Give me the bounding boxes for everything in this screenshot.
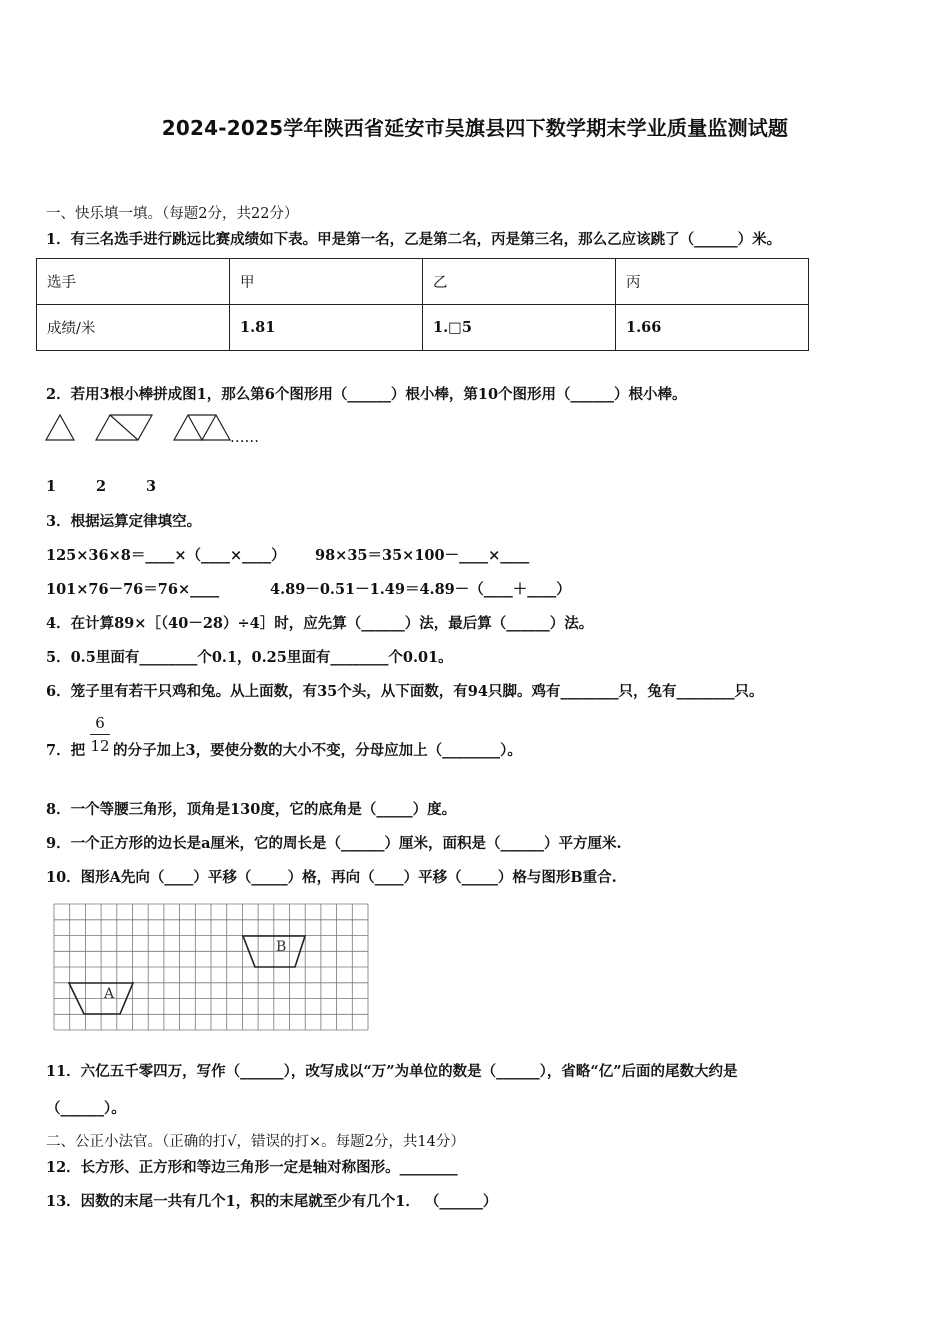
- table-cell: 成绩/米: [37, 305, 230, 351]
- question-3-eq-2: 98×35＝35×100－____×____: [315, 547, 530, 564]
- question-2: 2．若用3根小棒拼成图1，那么第6个图形用（______）根小棒，第10个图形用（______）根小棒。: [46, 386, 687, 403]
- fraction-bar: [90, 734, 110, 735]
- fraction-numerator: 6: [95, 714, 105, 732]
- figure-label: 1: [46, 478, 57, 495]
- question-3: 3．根据运算定律填空。: [46, 513, 202, 530]
- question-3-eq-1: 125×36×8＝____×（____×____）: [46, 547, 286, 564]
- question-1: 1．有三名选手进行跳远比赛成绩如下表。甲是第一名，乙是第二名，丙是第三名，那么乙应该跳了（______）米。: [46, 231, 782, 248]
- figure-ellipsis: ……: [230, 430, 259, 446]
- question-10: 10．图形A先向（____）平移（_____）格，再向（____）平移（_____）格与图形B重合.: [46, 869, 617, 886]
- question-11-line-2: （______）。: [46, 1100, 126, 1117]
- question-8: 8．一个等腰三角形，顶角是130度，它的底角是（_____）度。: [46, 801, 457, 818]
- fraction-denominator: 12: [90, 737, 110, 755]
- table-cell: 1.81: [230, 305, 423, 351]
- page-title: 2024-2025学年陕西省延安市吴旗县四下数学期末学业质量监测试题: [161, 116, 789, 140]
- section-1-heading: 一、快乐填一填。（每题2分，共22分）: [46, 206, 299, 222]
- shape-a-label: A: [104, 986, 115, 1002]
- table-cell: 甲: [230, 259, 423, 305]
- stick-triangles-figure: [44, 412, 234, 444]
- question-7-suffix: 的分子加上3，要使分数的大小不变，分母应加上（________）。: [113, 742, 522, 759]
- figure-1-triangle: [46, 415, 74, 440]
- table-row: [37, 259, 809, 305]
- question-5: 5．0.5里面有________个0.1，0.25里面有________个0.01。: [46, 649, 453, 666]
- score-table: [36, 258, 809, 351]
- figure-label: 2: [96, 478, 107, 495]
- question-3-eq-4: 4.89－0.51－1.49＝4.89－（____＋____）: [270, 581, 571, 598]
- question-12: 12．长方形、正方形和等边三角形一定是轴对称图形。________: [46, 1159, 458, 1176]
- question-7-prefix: 7．把: [46, 742, 86, 759]
- question-11-line-1: 11．六亿五千零四万，写作（______），改写成以“万”为单位的数是（______），省略“亿”后面的尾数大约是: [46, 1063, 738, 1080]
- question-13: 13．因数的末尾一共有几个1，积的末尾就至少有几个1． （______）: [46, 1193, 498, 1210]
- table-cell: 丙: [616, 259, 809, 305]
- table-cell: 1.□5: [423, 305, 616, 351]
- table-row: [37, 305, 809, 351]
- shape-b-label: B: [276, 939, 287, 955]
- figure-3-shape: [174, 415, 230, 440]
- question-9: 9．一个正方形的边长是a厘米，它的周长是（______）厘米，面积是（______）平方厘米.: [46, 835, 622, 852]
- table-cell: 乙: [423, 259, 616, 305]
- question-3-eq-3: 101×76－76＝76×____: [46, 581, 220, 598]
- figure-2-shape: [96, 415, 152, 440]
- translation-grid-figure: [54, 904, 368, 1030]
- table-cell: 选手: [37, 259, 230, 305]
- section-2-heading: 二、公正小法官。（正确的打√，错误的打×。每题2分，共14分）: [46, 1134, 465, 1150]
- question-4: 4．在计算89×［（40－28）÷4］时，应先算（______）法，最后算（______）法。: [46, 615, 594, 632]
- fraction: [88, 713, 112, 756]
- question-6: 6．笼子里有若干只鸡和兔。从上面数，有35个头，从下面数，有94只脚。鸡有________只，兔有________只。: [46, 683, 764, 700]
- figure-label: 3: [146, 478, 157, 495]
- table-cell: 1.66: [616, 305, 809, 351]
